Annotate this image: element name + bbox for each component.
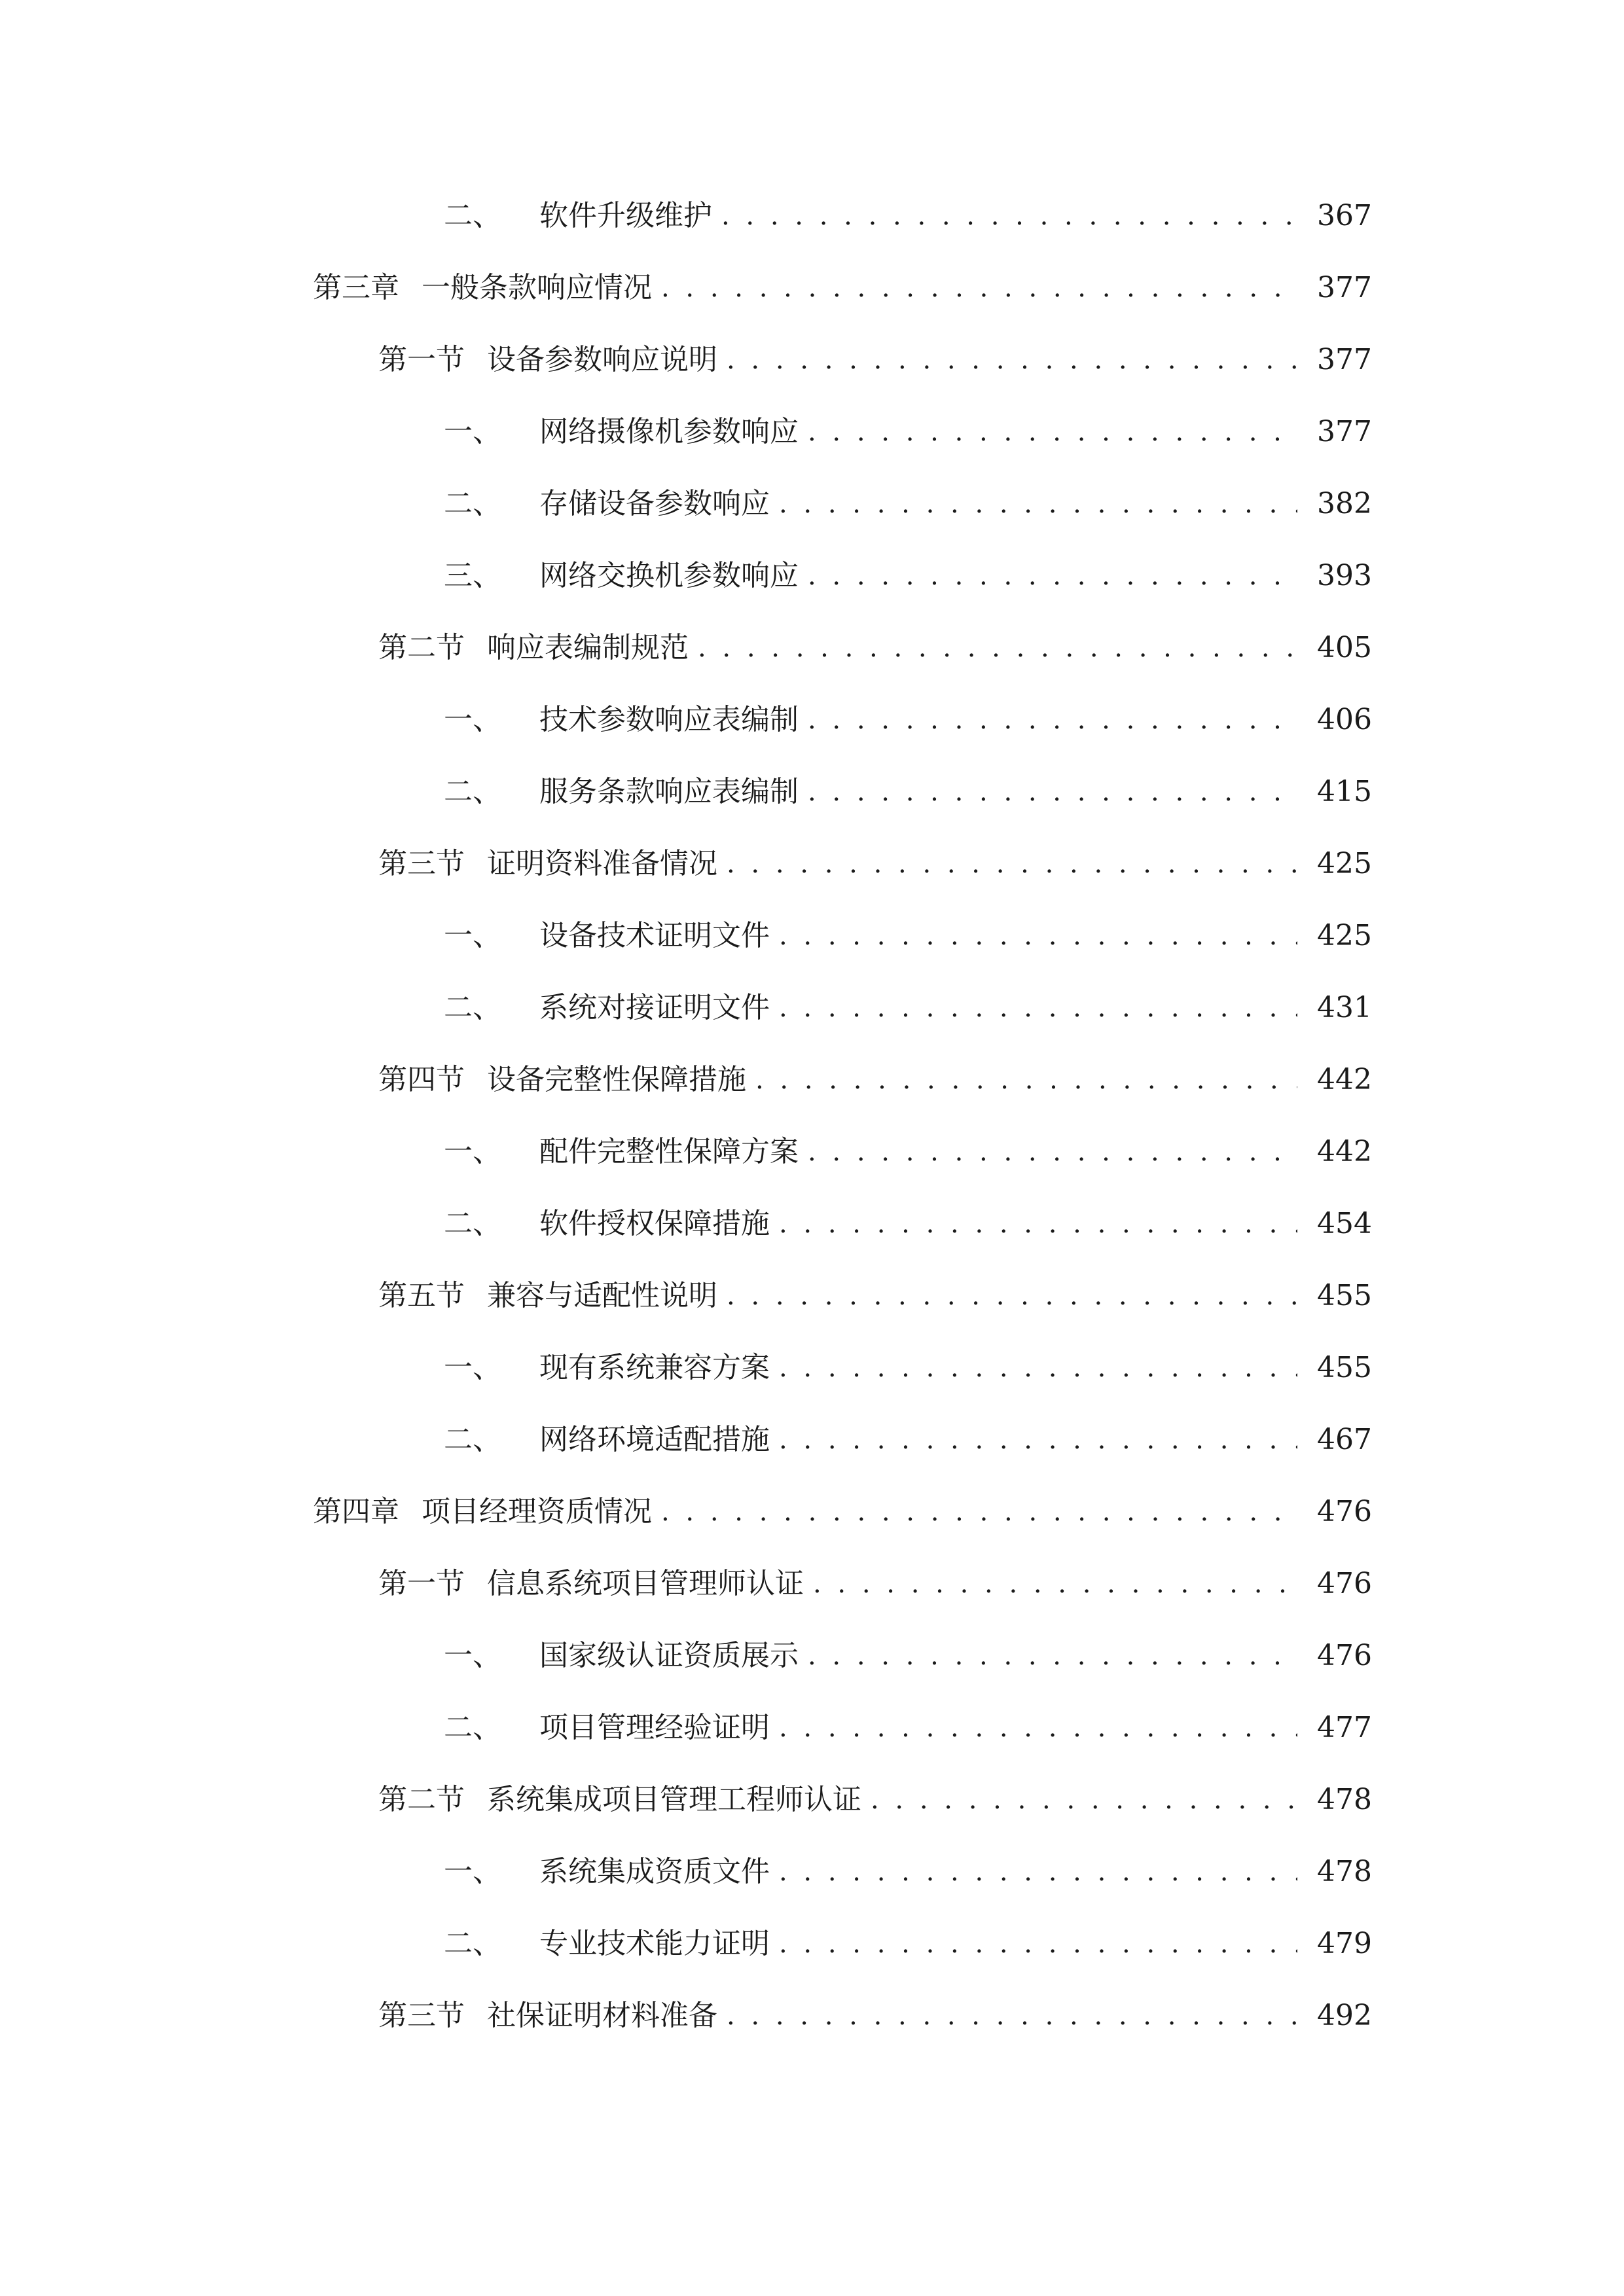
toc-entry: [0, 1486, 1624, 1538]
toc-page-number: 377: [1317, 343, 1372, 376]
toc-entry-label: 二、: [444, 487, 501, 520]
toc-entry: [0, 1270, 1624, 1322]
toc-entry-title: 软件升级维护: [539, 199, 712, 232]
toc-entry-label: 一、: [444, 415, 501, 448]
toc-entry-title: 系统集成项目管理工程师认证: [487, 1783, 861, 1816]
toc-entry-title: 响应表编制规范: [487, 631, 689, 664]
toc-page-number: 492: [1317, 1999, 1372, 2032]
toc-entry-label: 第一节: [378, 343, 465, 376]
toc-entry-title: 技术参数响应表编制: [539, 703, 799, 736]
toc-dot-leader: [871, 1774, 1297, 1826]
toc-entry: [0, 1558, 1624, 1610]
toc-entry-label: 二、: [444, 991, 501, 1024]
toc-dot-leader: [727, 334, 1297, 386]
toc-page-number: 442: [1317, 1135, 1372, 1168]
toc-page-number: 467: [1317, 1423, 1372, 1456]
toc-entry-label: 一、: [444, 1855, 501, 1888]
toc-page-number: 455: [1317, 1351, 1372, 1384]
toc-dot-leader: [779, 478, 1297, 530]
toc-entry: [0, 334, 1624, 386]
toc-dot-leader: [808, 1126, 1297, 1178]
toc-page-number: 425: [1317, 919, 1372, 952]
toc-entry: [0, 1918, 1624, 1970]
toc-page-number: 478: [1317, 1783, 1372, 1816]
toc-entry: [0, 622, 1624, 674]
toc-dot-leader: [661, 1486, 1297, 1538]
toc-dot-leader: [721, 190, 1297, 242]
toc-page-number: 476: [1317, 1567, 1372, 1600]
toc-entry-label: 一、: [444, 703, 501, 736]
toc-page-number: 478: [1317, 1855, 1372, 1888]
toc-entry-title: 存储设备参数响应: [539, 487, 770, 520]
toc-entry-title: 网络交换机参数响应: [539, 559, 799, 592]
toc-dot-leader: [808, 550, 1297, 602]
toc-entry-label: 三、: [444, 559, 501, 592]
toc-page-number: 476: [1317, 1495, 1372, 1528]
toc-entry: [0, 1774, 1624, 1826]
toc-entry-title: 系统集成资质文件: [539, 1855, 770, 1888]
toc-entry-label: 一、: [444, 1639, 501, 1672]
toc-page-number: 377: [1317, 271, 1372, 304]
toc-entry-title: 系统对接证明文件: [539, 991, 770, 1024]
toc-entry-title: 项目管理经验证明: [539, 1711, 770, 1744]
toc-dot-leader: [779, 1702, 1297, 1754]
toc-page-number: 405: [1317, 631, 1372, 664]
toc-entry-label: 第二节: [378, 631, 465, 664]
toc-page-number: 477: [1317, 1711, 1372, 1744]
toc-entry: [0, 1702, 1624, 1754]
toc-entry: [0, 838, 1624, 890]
toc-page-number: 479: [1317, 1927, 1372, 1960]
toc-entry: [0, 1630, 1624, 1682]
toc-entry-label: 二、: [444, 775, 501, 808]
toc-dot-leader: [779, 1342, 1297, 1394]
toc-dot-leader: [808, 766, 1297, 818]
toc-dot-leader: [779, 982, 1297, 1034]
toc-entry: [0, 1126, 1624, 1178]
toc-dot-leader: [698, 622, 1297, 674]
toc-entry-title: 一般条款响应情况: [422, 271, 652, 304]
toc-entry: [0, 1342, 1624, 1394]
toc-entry-title: 设备完整性保障措施: [487, 1063, 746, 1096]
toc-entry-label: 第三章: [313, 271, 399, 304]
toc-entry-label: 第四节: [378, 1063, 465, 1096]
toc-page-number: 454: [1317, 1207, 1372, 1240]
toc-entry-title: 网络环境适配措施: [539, 1423, 770, 1456]
toc-entry-title: 项目经理资质情况: [422, 1495, 652, 1528]
toc-entry-title: 现有系统兼容方案: [539, 1351, 770, 1384]
toc-entry: [0, 1414, 1624, 1466]
toc-dot-leader: [661, 262, 1297, 314]
toc-entry: [0, 1198, 1624, 1250]
toc-dot-leader: [727, 1990, 1297, 2042]
toc-page-number: 382: [1317, 487, 1372, 520]
toc-entry-title: 专业技术能力证明: [539, 1927, 770, 1960]
toc-page-number: 431: [1317, 991, 1372, 1024]
toc-entry: [0, 406, 1624, 458]
toc-dot-leader: [813, 1558, 1297, 1610]
toc-entry-label: 二、: [444, 1423, 501, 1456]
toc-entry-label: 第二节: [378, 1783, 465, 1816]
toc-entry-label: 二、: [444, 1927, 501, 1960]
toc-dot-leader: [808, 406, 1297, 458]
toc-page-number: 367: [1317, 199, 1372, 232]
toc-dot-leader: [727, 838, 1297, 890]
toc-entry-label: 第三节: [378, 847, 465, 880]
toc-entry: [0, 262, 1624, 314]
toc-entry: [0, 1990, 1624, 2042]
toc-entry: [0, 550, 1624, 602]
toc-entry-label: 第四章: [313, 1495, 399, 1528]
toc-page-number: 393: [1317, 559, 1372, 592]
toc-entry: [0, 190, 1624, 242]
toc-entry-title: 设备技术证明文件: [539, 919, 770, 952]
toc-entry: [0, 910, 1624, 962]
toc-dot-leader: [779, 910, 1297, 962]
toc-entry-label: 一、: [444, 1351, 501, 1384]
toc-entry-title: 软件授权保障措施: [539, 1207, 770, 1240]
toc-dot-leader: [779, 1414, 1297, 1466]
toc-dot-leader: [808, 694, 1297, 746]
toc-dot-leader: [779, 1846, 1297, 1898]
toc-entry: [0, 694, 1624, 746]
toc-entry-title: 网络摄像机参数响应: [539, 415, 799, 448]
toc-entry-label: 一、: [444, 1135, 501, 1168]
toc-entry-label: 二、: [444, 1711, 501, 1744]
toc-entry-title: 兼容与适配性说明: [487, 1279, 717, 1312]
toc-entry-title: 证明资料准备情况: [487, 847, 717, 880]
toc-page-number: 406: [1317, 703, 1372, 736]
toc-page-number: 476: [1317, 1639, 1372, 1672]
toc-entry-title: 社保证明材料准备: [487, 1999, 717, 2032]
toc-page-number: 425: [1317, 847, 1372, 880]
toc-dot-leader: [727, 1270, 1297, 1322]
toc-dot-leader: [755, 1054, 1297, 1106]
toc-entry-label: 第三节: [378, 1999, 465, 2032]
toc-page-number: 455: [1317, 1279, 1372, 1312]
toc-entry: [0, 478, 1624, 530]
toc-entry-title: 国家级认证资质展示: [539, 1639, 799, 1672]
toc-page-number: 415: [1317, 775, 1372, 808]
toc-dot-leader: [779, 1198, 1297, 1250]
toc-entry-title: 服务条款响应表编制: [539, 775, 799, 808]
toc-page-number: 442: [1317, 1063, 1372, 1096]
toc-entry: [0, 1054, 1624, 1106]
toc-entry-title: 配件完整性保障方案: [539, 1135, 799, 1168]
toc-entry-label: 第一节: [378, 1567, 465, 1600]
toc-dot-leader: [779, 1918, 1297, 1970]
toc-entry-label: 二、: [444, 1207, 501, 1240]
toc-entry: [0, 766, 1624, 818]
toc-entry-label: 二、: [444, 199, 501, 232]
toc-dot-leader: [808, 1630, 1297, 1682]
toc-entry: [0, 1846, 1624, 1898]
toc-entry-title: 信息系统项目管理师认证: [487, 1567, 804, 1600]
toc-entry-label: 一、: [444, 919, 501, 952]
toc-page-number: 377: [1317, 415, 1372, 448]
toc-entry: [0, 982, 1624, 1034]
toc-entry-label: 第五节: [378, 1279, 465, 1312]
toc-entry-title: 设备参数响应说明: [487, 343, 717, 376]
